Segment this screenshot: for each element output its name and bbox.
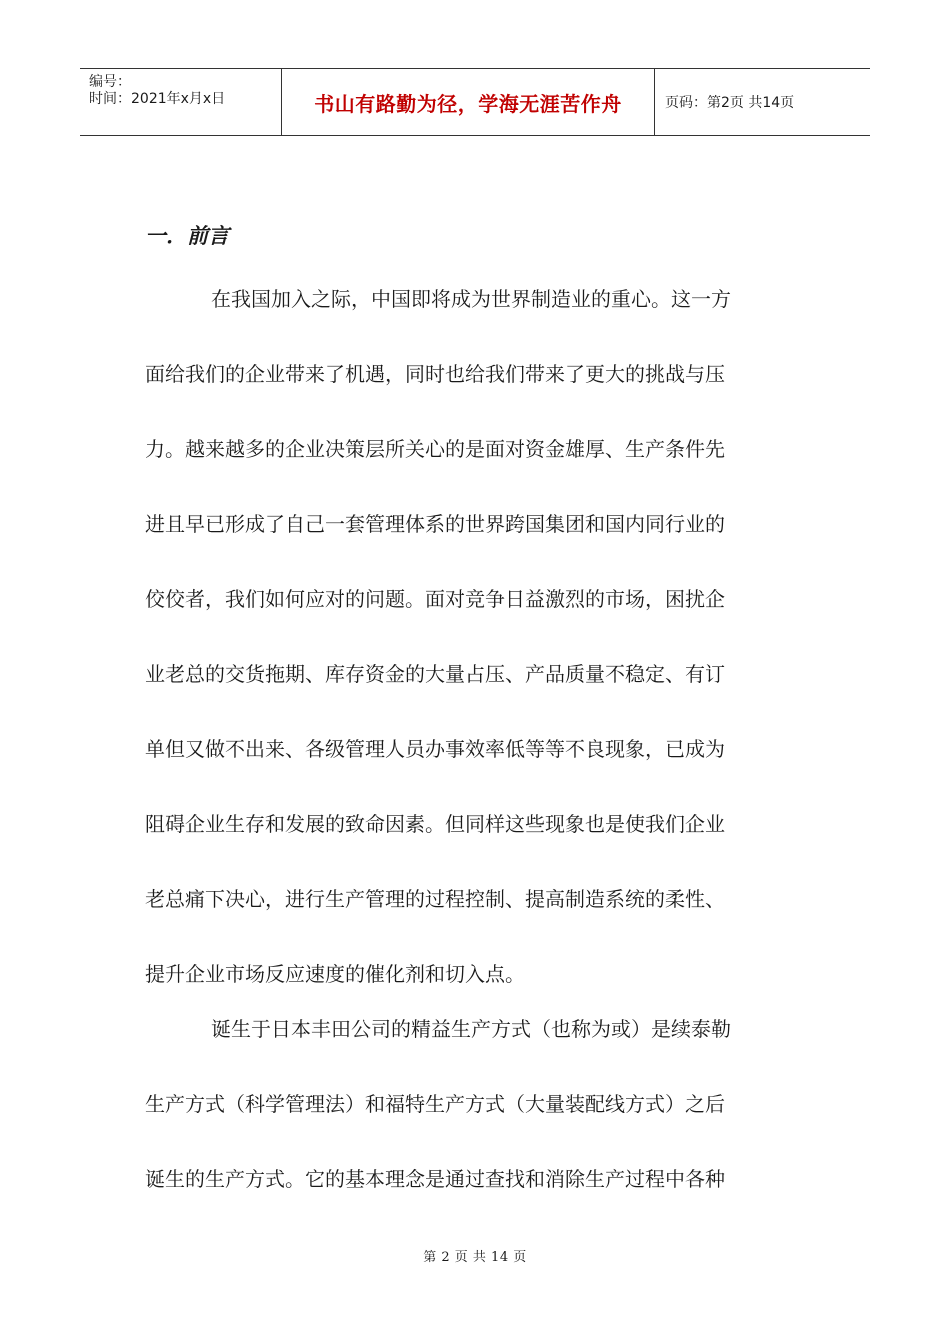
paragraph-intro xyxy=(145,262,815,1012)
paragraph-line: 业老总的交货拖期、库存资金的大量占压、产品质量不稳定、有订 xyxy=(145,662,725,686)
paragraph-line: 面给我们的企业带来了机遇，同时也给我们带来了更大的挑战与压 xyxy=(145,362,725,386)
paragraph-line: 提升企业市场反应速度的催化剂和切入点。 xyxy=(145,962,525,986)
paragraph-line: 在我国加入之际，中国即将成为世界制造业的重心。这一方 xyxy=(211,287,731,311)
paragraph-lean-production xyxy=(145,992,815,1217)
header-motto-cell xyxy=(282,69,655,135)
paragraph-line: 佼佼者，我们如何应对的问题。面对竞争日益激烈的市场，困扰企 xyxy=(145,587,725,611)
header-motto: 书山有路勤为径，学海无涯苦作舟 xyxy=(314,91,622,116)
paragraph-line: 老总痛下决心，进行生产管理的过程控制、提高制造系统的柔性、 xyxy=(145,887,725,911)
document-number-label: 编号： xyxy=(89,74,131,90)
header-page-cell xyxy=(655,69,870,135)
section-title: 一．前言 xyxy=(145,224,229,248)
paragraph-line: 进且早已形成了自己一套管理体系的世界跨国集团和国内同行业的 xyxy=(145,512,725,536)
page-footer: 第 2 页 共 14 页 xyxy=(423,1250,527,1265)
paragraph-line: 力。越来越多的企业决策层所关心的是面对资金雄厚、生产条件先 xyxy=(145,437,725,461)
paragraph-line: 诞生于日本丰田公司的精益生产方式（也称为或）是续泰勒 xyxy=(211,1017,731,1041)
document-time-label: 时间：2021年x月x日 xyxy=(89,91,226,107)
paragraph-line: 诞生的生产方式。它的基本理念是通过查找和消除生产过程中各种 xyxy=(145,1167,725,1191)
paragraph-line: 单但又做不出来、各级管理人员办事效率低等等不良现象，已成为 xyxy=(145,737,725,761)
header-meta-cell xyxy=(80,69,282,135)
document-header xyxy=(80,68,870,136)
paragraph-line: 生产方式（科学管理法）和福特生产方式（大量装配线方式）之后 xyxy=(145,1092,725,1116)
header-page-label: 页码：第2页 共14页 xyxy=(665,95,795,111)
paragraph-line: 阻碍企业生存和发展的致命因素。但同样这些现象也是使我们企业 xyxy=(145,812,725,836)
